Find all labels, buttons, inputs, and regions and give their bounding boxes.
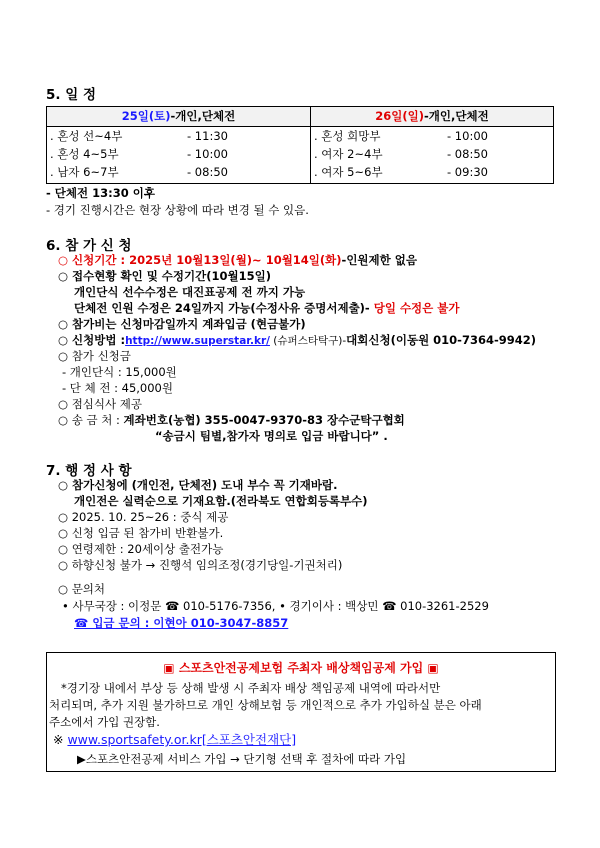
schedule-change-note: - 경기 진행시간은 현장 상황에 따라 변경 될 수 있음. — [46, 203, 309, 217]
admin-age-note: ○ 연령제한 : 20세이상 출전가능 — [58, 542, 224, 556]
day2-row-2-time: - 08:50 — [447, 147, 488, 161]
method-contact: 대회신청(이동원 010-7364-9942) — [346, 333, 536, 347]
day1-row-1-time: - 11:30 — [187, 129, 228, 143]
day2-row-3-label: . 여자 5~6부 — [314, 165, 383, 179]
insurance-title: ▣ 스포츠안전공제보험 주최자 배상책임공제 가입 ▣ — [163, 661, 439, 675]
day1-row-2-label: . 혼성 4~5부 — [50, 147, 119, 161]
section-5-heading: 5. 일 정 — [46, 87, 97, 103]
day2-row-1-label: . 혼성 희망부 — [314, 129, 381, 143]
method-site-name: (슈퍼스타탁구)- — [269, 335, 347, 347]
application-period — [58, 253, 417, 267]
insurance-guide: ▶스포츠안전공제 서비스 가입 → 단기형 선택 후 절차에 따라 가입 — [77, 752, 407, 766]
period-suffix: -인원제한 없음 — [341, 253, 417, 267]
admin-refund-note: ○ 신청 입금 된 참가비 반환불가. — [58, 526, 224, 540]
fee-payment-rule: ○ 참가비는 신청마감일까지 계좌입금 (현금불가) — [58, 317, 306, 331]
day2-header — [311, 107, 553, 126]
insurance-text-2: 처리되며, 추가 지원 불가하므로 개인 상해보험 등 개인적으로 추가 가입하실 분은 아래 — [49, 698, 482, 712]
insurance-text-3: 주소에서 가입 권장함. — [49, 715, 160, 729]
admin-ranking-note: 개인전은 실력순으로 기재요함.(전라북도 연합회등록부수) — [74, 494, 368, 508]
contact-line: • 사무국장 : 이정문 ☎ 010-5176-7356, • 경기이사 : 백상민 ☎ 010-3261-2529 — [62, 599, 489, 613]
team-edit-text: 단체전 인원 수정은 24일까지 가능(수정사유 증명서제출)- — [74, 301, 374, 315]
method-label: ○ 신청방법 : — [58, 333, 126, 347]
superstar-link[interactable]: http://www.superstar.kr/ — [125, 335, 270, 347]
insurance-box — [46, 652, 556, 772]
admin-downgrade-note: ○ 하향신청 불가 → 진행석 임의조정(경기당일-기권처리) — [58, 558, 343, 572]
section-7-heading: 7. 행 정 사 항 — [46, 463, 132, 479]
remit-label: ○ 송 금 처 : — [58, 413, 124, 427]
day2-desc: -개인,단체전 — [424, 109, 489, 123]
deposit-inquiry: ☎ 입금 문의 : 이현아 010-3047-8857 — [74, 616, 289, 630]
section-6-heading: 6. 참 가 신 청 — [46, 238, 132, 254]
day1-row-1-label: . 혼성 선~4부 — [50, 129, 123, 143]
contact-title: ○ 문의처 — [58, 582, 106, 596]
day2-date: 26일(일) — [375, 109, 425, 123]
sportsafety-link[interactable]: www.sportsafety.or.kr[스포츠안전재단] — [67, 732, 297, 747]
remittance — [58, 413, 405, 427]
remit-account: 계좌번호(농협) 355-0047-9370-83 장수군탁구협회 — [123, 413, 405, 427]
edit-period: ○ 접수현황 확인 및 수정기간(10월15일) — [58, 269, 271, 283]
application-method — [58, 333, 536, 348]
lunch-note: ○ 점심식사 제공 — [58, 397, 142, 411]
day2-row-2-label: . 여자 2~4부 — [314, 147, 383, 161]
admin-division-note: ○ 참가신청에 (개인전, 단체전) 도내 부수 꼭 기재바람. — [58, 478, 338, 492]
day2-row-3-time: - 09:30 — [447, 165, 488, 179]
schedule-divider — [310, 107, 311, 183]
team-time-note: - 단체전 13:30 이후 — [46, 186, 155, 200]
same-day-edit-warning: 당일 수정은 불가 — [373, 301, 460, 315]
period-text: 신청기간 : 2025년 10월13일(월)~ 10월14일(화) — [72, 253, 342, 267]
fee-title: ○ 참가 신청금 — [58, 349, 131, 363]
day1-row-3-label: . 남자 6~7부 — [50, 165, 119, 179]
team-edit-rule — [74, 301, 460, 315]
day1-desc: -개인,단체전 — [170, 109, 236, 123]
day1-header — [47, 107, 310, 126]
day1-row-2-time: - 10:00 — [187, 147, 228, 161]
schedule-header — [47, 107, 553, 127]
insurance-text-1: *경기장 내에서 부상 등 상해 발생 시 주최자 배상 책임공제 내역에 따라서만 — [61, 681, 441, 695]
insurance-url-line — [53, 733, 296, 747]
schedule-table — [46, 106, 554, 184]
day1-date: 25일(토) — [121, 109, 171, 123]
period-bullet: ○ — [58, 253, 73, 267]
admin-lunch-note: ○ 2025. 10. 25~26 : 중식 제공 — [58, 510, 229, 524]
single-edit-rule: 개인단식 선수수정은 대진표공제 전 까지 가능 — [74, 285, 306, 299]
remit-note: “송금시 팀별,참가자 명의로 입금 바랍니다” . — [155, 429, 388, 443]
fee-team: - 단 체 전 : 45,000원 — [62, 381, 173, 395]
day1-row-3-time: - 08:50 — [187, 165, 228, 179]
fee-single: - 개인단식 : 15,000원 — [62, 365, 177, 379]
note-mark: ※ — [53, 732, 68, 747]
day2-row-1-time: - 10:00 — [447, 129, 488, 143]
